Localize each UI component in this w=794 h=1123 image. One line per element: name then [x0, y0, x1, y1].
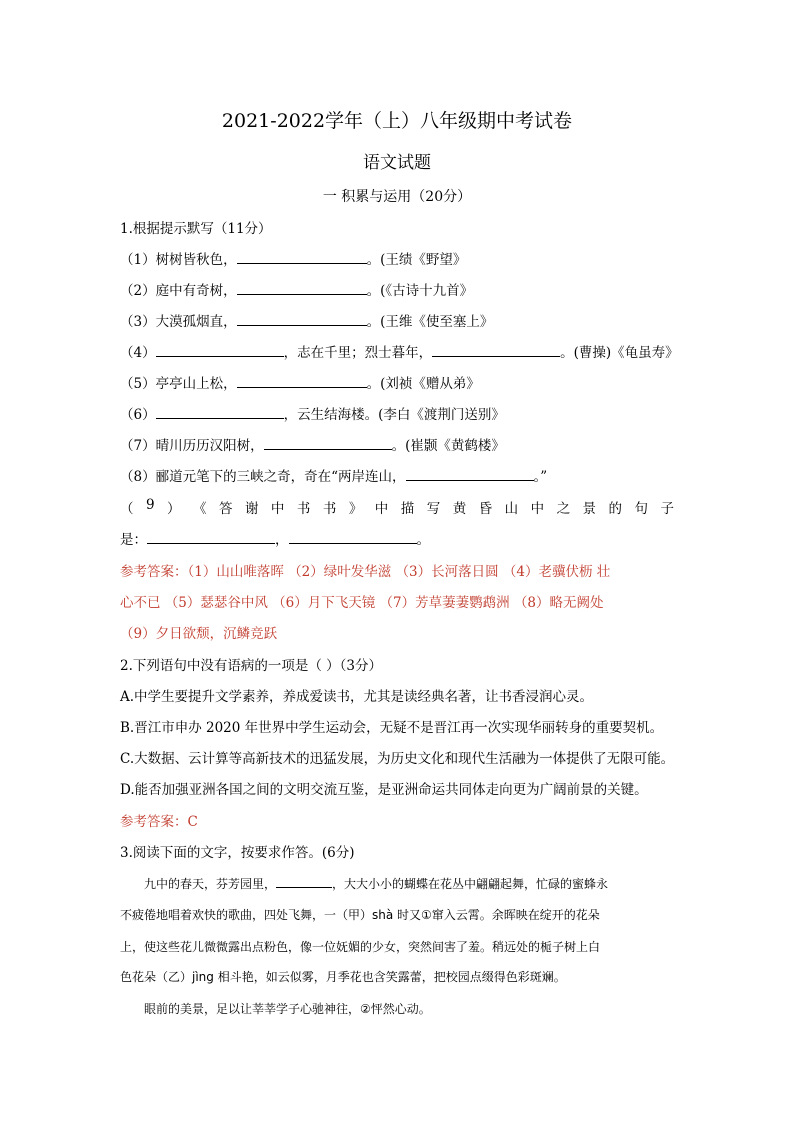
q1-answer-line-3: （9）夕日欲颓，沉鳞竞跃: [120, 626, 278, 642]
exam-subtitle: 语文试题: [363, 153, 431, 173]
q2-option-b: B.晋江市申办 2020 年世界中学生运动会，无疑不是晋江再一次实现华丽转身的重要契机。: [120, 720, 664, 736]
answer-blank: [156, 405, 284, 419]
answer-blank: [432, 343, 560, 357]
q1-answer-line-1: 参考答案：（1）山山唯落晖 （2）绿叶发华滋 （3）长河落日圆 （4）老骥伏枥 壮: [120, 564, 611, 580]
q3-passage-line-2: 不疲倦地唱着欢快的歌曲，四处飞舞，一（甲）shà 时又①窜入云霄。余晖映在绽开的花朵: [120, 908, 600, 922]
q1-item-7: （7）晴川历历汉阳树， 。(崔颢《黄鹤楼》: [120, 438, 505, 454]
q3-passage-line-5: 眼前的美景，足以让莘莘学子心驰神往，②怦然心动。: [144, 1002, 431, 1016]
q1-item-8: （8）郦道元笔下的三峡之奇，奇在“两岸连山， 。”: [120, 469, 548, 485]
q3-passage-line-3: 上，使这些花儿微微露出点粉色，像一位妩媚的少女，突然间害了羞。稍远处的栀子树上白: [120, 940, 601, 954]
q1-item-4: （4） ，志在千里；烈士暮年， 。(曹操)《龟虽寿》: [120, 345, 679, 361]
answer-blank: [264, 436, 392, 450]
q1-item-9-line2: 是： ， 。: [120, 532, 430, 548]
q3-passage-line-4: 色花朵（乙）jìng 相斗艳，如云似雾，月季花也含笑露蕾，把校园点缀得色彩斑斓。: [120, 970, 566, 984]
q2-option-c: C.大数据、云计算等高新技术的迅猛发展，为历史文化和现代生活融为一体提供了无限可能。: [120, 751, 675, 767]
q1-answer-line-2: 心不已 （5）瑟瑟谷中风 （6）月下飞天镜 （7）芳草萋萋鹦鹉洲 （8）略无阙处: [120, 595, 604, 611]
q1-item-5: （5）亭亭山上松， 。(刘祯《赠从弟》: [120, 376, 480, 392]
answer-blank: [237, 312, 367, 326]
q1-item-1: （1）树树皆秋色， 。(王绩《野望》: [120, 252, 467, 268]
q1-item-9: （ 9 ） 《 答 谢 中 书 书 》 中 描 写 黄 昏 山 中 之 景 的 句 子: [120, 497, 674, 517]
answer-blank: [237, 250, 367, 264]
answer-blank: [147, 530, 275, 544]
q1-item-2: （2）庭中有奇树， 。(《古诗十九首》: [120, 283, 474, 299]
q1-item-3: （3）大漠孤烟直， 。(王维《使至塞上》: [120, 314, 494, 330]
q3-passage-line-1: 九中的春天，芬芳园里， ，大大小小的蝴蝶在花丛中翩翩起舞，忙碌的蜜蜂永: [144, 874, 608, 892]
q2-answer: 参考答案：C: [120, 814, 198, 830]
section-heading: 一 积累与运用（20分）: [322, 189, 472, 205]
q1-stem: 1.根据提示默写（11分）: [120, 221, 272, 237]
q2-stem: 2.下列语句中没有语病的一项是（ ）（3分）: [120, 658, 383, 674]
exam-title: 2021-2022学年（上）八年级期中考试卷: [221, 110, 573, 132]
q2-option-a: A.中学生要提升文学素养，养成爱读书，尤其是读经典名著，让书香浸润心灵。: [120, 689, 594, 705]
answer-blank: [406, 467, 534, 481]
q2-option-d: D.能否加强亚洲各国之间的文明交流互鉴，是亚洲命运共同体走向更为广阔前景的关键。: [120, 782, 648, 798]
answer-blank: [289, 530, 417, 544]
q1-item-6: （6） ，云生结海楼。(李白《渡荆门送别》: [120, 407, 505, 423]
answer-blank: [276, 874, 332, 888]
answer-blank: [156, 343, 284, 357]
answer-blank: [237, 281, 367, 295]
q3-stem: 3.阅读下面的文字，按要求作答。(6分): [120, 845, 355, 861]
answer-blank: [237, 374, 367, 388]
